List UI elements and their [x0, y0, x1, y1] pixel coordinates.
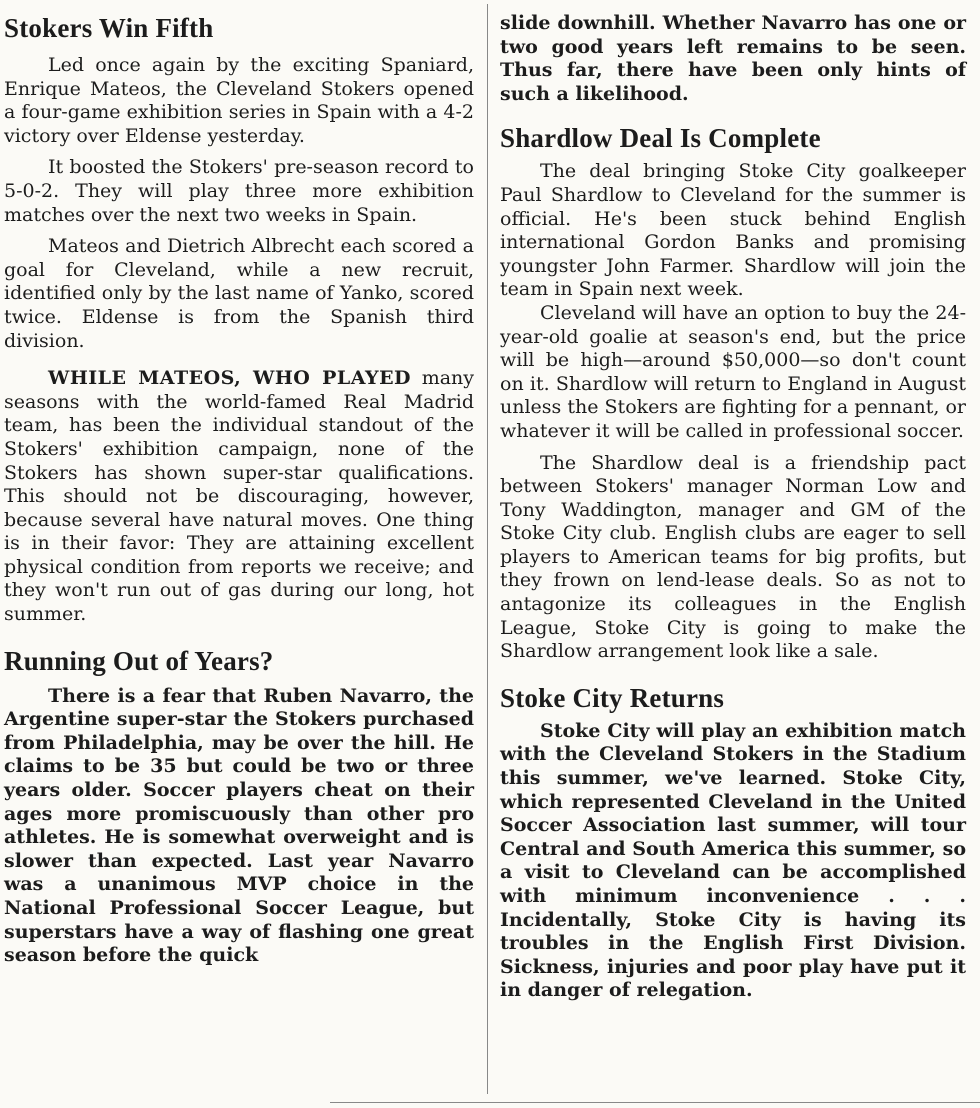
left-column	[4, 0, 474, 968]
article-paragraph: The Shardlow deal is a friendship pact between Stokers' manager Norman Low and Tony Waddington, manager and GM of the Stoke City club. English clubs are eager to sell players to American teams for big profits, but they frown on lend-lease deals. So as not to antagonize its colleagues in the English League, Stoke City is going to make the Shardlow arrangement look like a sale.	[500, 451, 966, 663]
article-paragraph: It boosted the Stokers' pre-season record to 5-0-2. They will play three more exhibition matches over the next two weeks in Spain.	[4, 156, 474, 226]
headline-running-out-of-years: Running Out of Years?	[4, 645, 274, 676]
article-paragraph	[4, 367, 474, 627]
headline-stoke-city-returns: Stoke City Returns	[500, 682, 725, 713]
article-paragraph: Led once again by the exciting Spaniard, Enrique Mateos, the Cleveland Stokers opened a four-game exhibition series in Spain with a 4-2 victory over Eldense yesterday.	[4, 54, 474, 147]
article-paragraph: The deal bringing Stoke City goalkeeper Paul Shardlow to Cleveland for the summer is official. He's been stuck behind English international Gordon Banks and promising youngster John Farmer. Shardlow will join the team in Spain next week.	[500, 160, 966, 301]
article-paragraph: Mateos and Dietrich Albrecht each scored a goal for Cleveland, while a new recruit, identified only by the last name of Yanko, scored twice. Eldense is from the Spanish third division.	[4, 235, 474, 352]
bottom-rule	[330, 1102, 980, 1103]
column-divider	[487, 4, 488, 1094]
lead-in-rest: many seasons with the world-famed Real Madrid team, has been the individual standout of the Stokers' exhibition campaign, none of the Stokers has shown super-star qualifications. This should not be discouraging, however, because several have natural moves. One thing is in their favor: They are attaining excellent physical condition from reports we receive; and they won't run out of gas during our long, hot summer.	[4, 367, 475, 626]
article-paragraph: Cleveland will have an option to buy the 24-year-old goalie at season's end, but the price will be high—around $50,000—so don't count on it. Shardlow will return to England in August unless the Stokers are fighting for a pennant, or whatever it will be called in professional soccer.	[500, 301, 966, 442]
lead-in-caps: WHILE MATEOS, WHO PLAYED	[48, 367, 412, 390]
article-continuation: slide downhill. Whether Navarro has one or two good years left remains to be seen. Thus far, there have been only hints of such a likelihood.	[500, 12, 966, 105]
article-paragraph: Stoke City will play an exhibition match with the Cleveland Stokers in the Stadium this summer, we've learned. Stoke City, which represented Cleveland in the United Soccer Association last summer, will tour Central and South America this summer, so a visit to Cleveland can be accomplished with minimum inconvenience . . . Incidentally, Stoke City is having its troubles in the English First Division. Sickness, injuries and poor play have put it in danger of relegation.	[500, 719, 966, 1002]
headline-stokers-win-fifth: Stokers Win Fifth	[4, 13, 214, 43]
article-paragraph: There is a fear that Ruben Navarro, the Argentine super-star the Stokers purchased from Philadelphia, may be over the hill. He claims to be 35 but could be two or three years older. Soccer players cheat on their ages more promiscuously than other pro athletes. He is somewhat overweight and is slower than expected. Last year Navarro was a unanimous MVP choice in the National Professional Soccer League, but superstars have a way of flashing one great season before the quick	[4, 684, 474, 967]
headline-shardlow-deal: Shardlow Deal Is Complete	[500, 123, 821, 154]
right-column	[500, 0, 966, 1003]
